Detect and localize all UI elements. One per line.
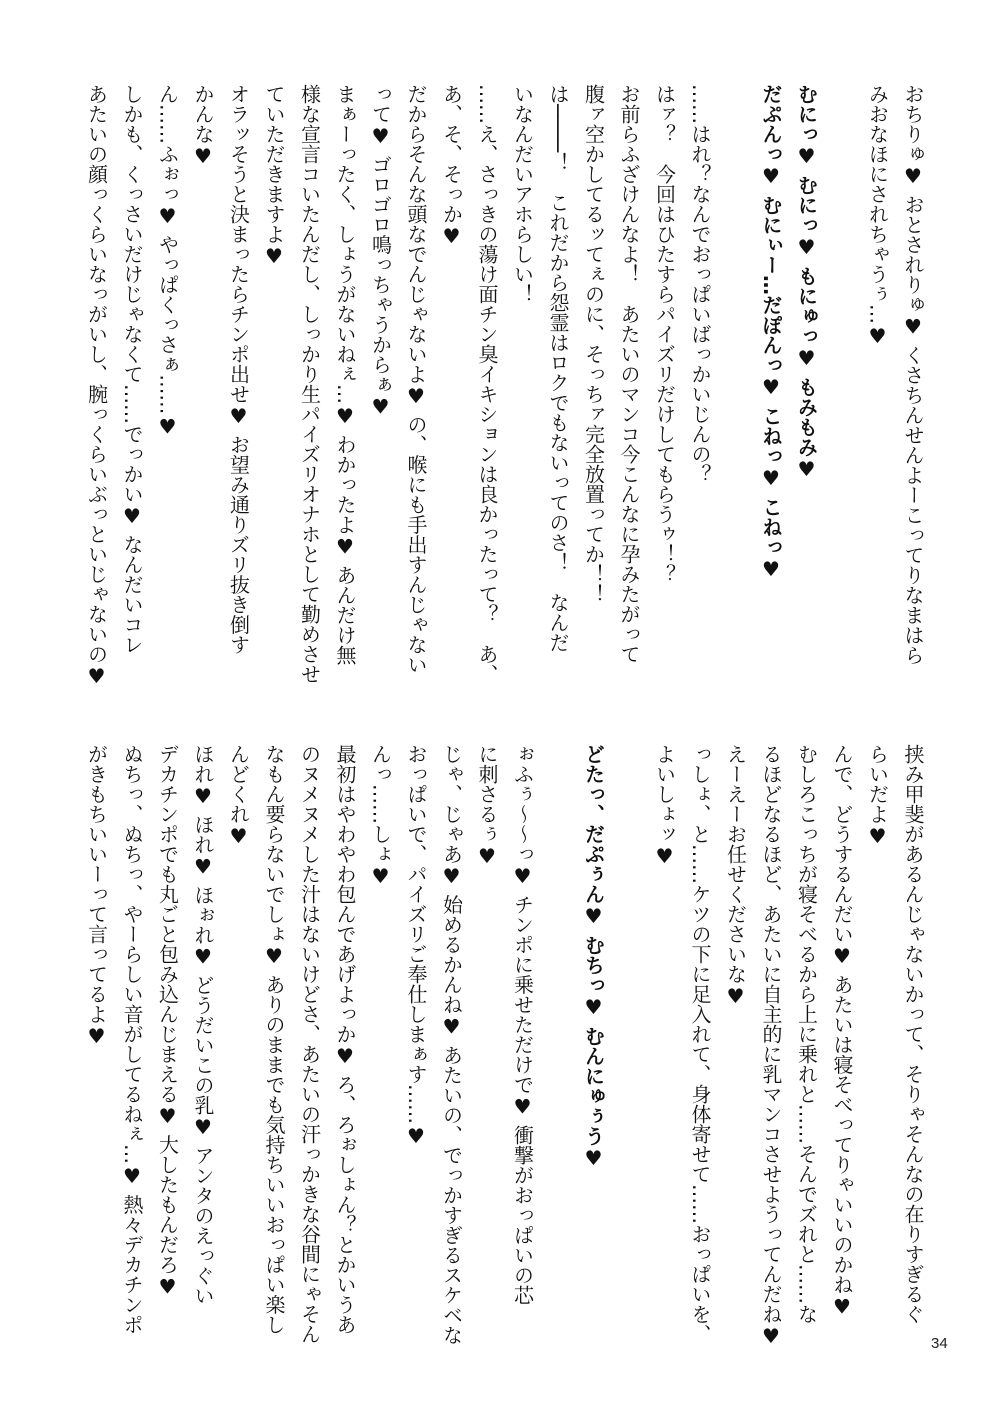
text-column: だぷんっ♥ むにぃー…だぽんっ♥ こねっ♥ こねっ♥ bbox=[759, 84, 783, 581]
text-column: オラッそうと決まったらチンポ出せ♥ お望み通りズリ抜き倒す bbox=[226, 84, 251, 655]
text-column: がきもちいいーって言ってるよ♥ bbox=[84, 744, 109, 1048]
text-column: ん……ふぉっ♥ やっぱくっさぁ……♥ bbox=[155, 84, 180, 439]
page-number: 34 bbox=[931, 1335, 948, 1352]
text-column: みおなほにされちゃうぅ…♥ bbox=[865, 84, 890, 348]
text-column: ほれ♥ ほれ♥ ほぉれ♥ どうだいこの乳♥ アンタのえっぐい bbox=[191, 744, 215, 1306]
text-column: なもん要らないでしょ♥ ありのままでも気持ちいいおっぱい楽し bbox=[262, 744, 286, 1335]
text-column: しかも、くっさいだけじゃなくて……でっかい♥ なんだいコレ bbox=[120, 84, 144, 655]
text-column: えーえーお任せくださいな♥ bbox=[723, 744, 748, 1008]
text-column: んどくれ♥ bbox=[226, 744, 251, 848]
text-column: ていただきますよ♥ bbox=[262, 84, 286, 268]
text-column: じゃ、じゃあ♥ 始めるかんね♥ あたいの、でっかすぎるスケベな bbox=[439, 744, 464, 1345]
text-column: は────！ これだから怨霊はロクでもないってのさ！ なんだ bbox=[546, 84, 570, 653]
text-column: むしろこっちが寝そべるから上に乗れと……そんでズれと……な bbox=[794, 744, 819, 1324]
text-column: のヌメヌメした汁はないけどさ、あたいの汗っかきな谷間にゃそん bbox=[297, 744, 322, 1344]
text-column: 様な宣言コいたんだし、しっかり生パイズリオナホとして勤めさせ bbox=[297, 84, 322, 684]
text-column: るほどなるほど、あたいに自主的に乳マンコさせようってんだね♥ bbox=[759, 744, 783, 1348]
text-column: ぬちっ、ぬちっ、やーらしい音がしてるねぇ…♥ 熱々デカチンポ bbox=[120, 744, 144, 1335]
text-column: かんな♥ bbox=[191, 84, 215, 168]
text-column: んっ……しょ♥ bbox=[368, 744, 393, 888]
text-column: むにっ♥ むにっ♥ もにゅっ♥ もみもみ♥ bbox=[794, 84, 819, 481]
text-column: よいしょッ♥ bbox=[652, 744, 677, 868]
text-column: おっぱいで、パイズリご奉仕しまぁす……♥ bbox=[404, 744, 428, 1148]
text-column: ……はれ？なんでおっぱいばっかいじんの？ bbox=[688, 84, 712, 484]
text-column: どたっ、だぷぅん♥ むちっ♥ むんにゅぅう♥ bbox=[581, 744, 606, 1170]
text-column: デカチンポでも丸ごと包み込んじまえる♥ 大したもんだろ♥ bbox=[155, 744, 180, 1299]
text-column: おちりゅ♥ おとされりゅ♥ くさちんせんよーこってりなまはら bbox=[901, 84, 925, 665]
text-column: はァ？ 今回はひたすらパイズリだけしてもらうゥ！？ bbox=[652, 84, 677, 584]
text-column: って♥ ゴロゴロ鳴っちゃうからぁ♥ bbox=[368, 84, 393, 419]
text-column: んで、どうするんだい♥ あたいは寝そべってりゃいいのかね♥ bbox=[830, 744, 854, 1319]
text-column: っしょ、と……ケツの下に足入れて、身体寄せて……おっぱいを、 bbox=[688, 744, 712, 1344]
text-column: 最初はやわやわ包んであげよっか♥ ろ、ろぉしょん？とかいうあ bbox=[333, 744, 357, 1335]
text-column: ……え、さっきの蕩け面チン臭イキションは良かったって？ あ、 bbox=[475, 84, 499, 684]
text-column: まぁーったく、しょうがないねぇ…♥ わかったよ♥ あんだけ無 bbox=[333, 84, 357, 665]
text-column: 挟み甲斐があるんじゃないかって、そりゃそんなの在りすぎるぐ bbox=[901, 744, 925, 1324]
text-column: いなんだいアホらしい！ bbox=[510, 84, 535, 304]
text-column: に刺さるぅ♥ bbox=[475, 744, 499, 868]
text-column: だからそんな頭なでんじゃないよ♥ の、喉にも手出すんじゃない bbox=[404, 84, 428, 675]
text-column: 腹ァ空かしてるッてぇのに、そっちァ完全放置ってか！！ bbox=[581, 84, 606, 604]
text-column: らいだよ♥ bbox=[865, 744, 890, 848]
text-column: ぉふぅ～～っ♥ チンポに乗せただけで♥ 衝撃がおっぱいの芯 bbox=[510, 744, 535, 1305]
text-column: あ、そ、そっか♥ bbox=[439, 84, 464, 248]
text-column: あたいの顔っくらいなっがいし、腕っくらいぶっといじゃないの♥ bbox=[84, 84, 109, 688]
text-column: お前らふざけんなよ！ あたいのマンコ今こんなに孕みたがって bbox=[617, 84, 641, 664]
